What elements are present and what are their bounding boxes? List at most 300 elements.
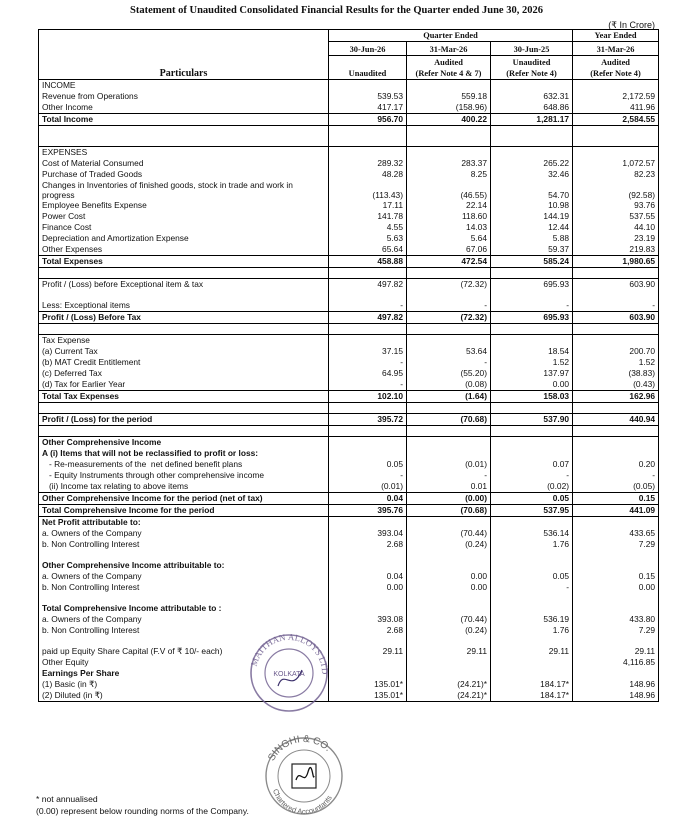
row-value-col1 bbox=[329, 426, 407, 437]
auditor-stamp-name: SINGHI & CO. bbox=[266, 733, 334, 763]
row-label bbox=[39, 126, 329, 137]
row-value-col4: 0.15 bbox=[573, 493, 659, 505]
row-value-col3: 184.17* bbox=[491, 690, 573, 702]
col-status-4: Audited (Refer Note 4) bbox=[573, 56, 659, 80]
row-value-col1: 417.17 bbox=[329, 102, 407, 114]
row-value-col4 bbox=[573, 560, 659, 571]
row-value-col3: 5.88 bbox=[491, 233, 573, 244]
table-row bbox=[39, 646, 659, 657]
row-value-col4 bbox=[573, 80, 659, 92]
row-value-col4: 0.15 bbox=[573, 571, 659, 582]
row-value-col3 bbox=[491, 147, 573, 159]
row-value-col4: 0.20 bbox=[573, 459, 659, 470]
row-value-col2: (72.32) bbox=[407, 279, 491, 291]
row-label: Total Income bbox=[39, 114, 329, 126]
row-value-col4: (92.58) bbox=[573, 190, 659, 200]
row-value-col2: - bbox=[407, 300, 491, 312]
row-value-col4: 7.29 bbox=[573, 539, 659, 550]
row-value-col1 bbox=[329, 550, 407, 560]
table-row bbox=[39, 346, 659, 357]
table-row bbox=[39, 657, 659, 668]
row-value-col3: (0.02) bbox=[491, 481, 573, 493]
col-date-3: 30-Jun-25 bbox=[491, 42, 573, 56]
row-value-col1: 497.82 bbox=[329, 312, 407, 324]
row-value-col3 bbox=[491, 550, 573, 560]
row-value-col2: 559.18 bbox=[407, 91, 491, 102]
row-value-col4 bbox=[573, 324, 659, 335]
row-value-col1: 458.88 bbox=[329, 256, 407, 268]
row-value-col4 bbox=[573, 437, 659, 449]
row-value-col3: 585.24 bbox=[491, 256, 573, 268]
row-value-col2: 22.14 bbox=[407, 200, 491, 211]
row-value-col4: 1,072.57 bbox=[573, 158, 659, 169]
col-date-1: 30-Jun-26 bbox=[329, 42, 407, 56]
table-row bbox=[39, 582, 659, 593]
table-row bbox=[39, 256, 659, 268]
row-value-col3: 137.97 bbox=[491, 368, 573, 379]
row-value-col1: - bbox=[329, 470, 407, 481]
row-value-col4: 433.65 bbox=[573, 528, 659, 539]
table-row bbox=[39, 391, 659, 403]
row-value-col2 bbox=[407, 657, 491, 668]
row-label bbox=[39, 268, 329, 279]
spacer-row bbox=[39, 426, 659, 437]
row-value-col1 bbox=[329, 437, 407, 449]
row-value-col2: 29.11 bbox=[407, 646, 491, 657]
row-value-col3: 18.54 bbox=[491, 346, 573, 357]
row-value-col1: 5.63 bbox=[329, 233, 407, 244]
row-value-col1 bbox=[329, 180, 407, 190]
row-label: Purchase of Traded Goods bbox=[39, 169, 329, 180]
row-value-col2 bbox=[407, 668, 491, 679]
row-label: Total Comprehensive Income attributable to : bbox=[39, 603, 329, 614]
table-row bbox=[39, 211, 659, 222]
row-label: Profit / (Loss) before Exceptional item & tax bbox=[39, 279, 329, 291]
row-label: a. Owners of the Company bbox=[39, 571, 329, 582]
seal-center-text: KOLKATA bbox=[273, 671, 305, 678]
row-value-col4 bbox=[573, 550, 659, 560]
row-value-col4: (0.05) bbox=[573, 481, 659, 493]
row-label: Other Expenses bbox=[39, 244, 329, 256]
row-value-col1: 395.76 bbox=[329, 505, 407, 517]
row-value-col3 bbox=[491, 593, 573, 603]
row-label: Less: Exceptional items bbox=[39, 300, 329, 312]
row-value-col2: 283.37 bbox=[407, 158, 491, 169]
row-value-col3 bbox=[491, 403, 573, 414]
currency-unit-note: (₹ In Crore) bbox=[608, 20, 655, 30]
row-value-col4: 433.80 bbox=[573, 614, 659, 625]
row-value-col2 bbox=[407, 636, 491, 646]
table-row bbox=[39, 560, 659, 571]
table-row bbox=[39, 539, 659, 550]
table-row bbox=[39, 244, 659, 256]
row-value-col1 bbox=[329, 517, 407, 529]
table-row bbox=[39, 470, 659, 481]
row-value-col1: (113.43) bbox=[329, 190, 407, 200]
row-label: Total Expenses bbox=[39, 256, 329, 268]
row-value-col3: 695.93 bbox=[491, 279, 573, 291]
row-value-col1: 135.01* bbox=[329, 679, 407, 690]
svg-text:MAITHAN ALLOYS LTD. bbox=[248, 632, 330, 675]
table-row bbox=[39, 91, 659, 102]
table-row bbox=[39, 80, 659, 92]
row-value-col3 bbox=[491, 324, 573, 335]
row-label: Profit / (Loss) for the period bbox=[39, 414, 329, 426]
row-value-col4: - bbox=[573, 470, 659, 481]
footnote-rounding: (0.00) represent below rounding norms of the Company. bbox=[36, 806, 249, 816]
row-label: A (i) Items that will not be reclassified to profit or loss: bbox=[39, 448, 329, 459]
table-row bbox=[39, 603, 659, 614]
spacer-row bbox=[39, 593, 659, 603]
spacer-row bbox=[39, 550, 659, 560]
row-value-col4: 537.55 bbox=[573, 211, 659, 222]
row-value-col1: - bbox=[329, 300, 407, 312]
col-note-2: (Refer Note 4 & 7) bbox=[415, 69, 482, 78]
row-value-col3: 648.86 bbox=[491, 102, 573, 114]
row-value-col1 bbox=[329, 136, 407, 147]
row-value-col3: 695.93 bbox=[491, 312, 573, 324]
row-value-col1: 29.11 bbox=[329, 646, 407, 657]
table-row bbox=[39, 625, 659, 636]
row-value-col1: 17.11 bbox=[329, 200, 407, 211]
row-label: Depreciation and Amortization Expense bbox=[39, 233, 329, 244]
table-row bbox=[39, 169, 659, 180]
row-value-col4: 603.90 bbox=[573, 279, 659, 291]
row-label: EXPENSES bbox=[39, 147, 329, 159]
row-value-col3 bbox=[491, 437, 573, 449]
row-value-col2: 14.03 bbox=[407, 222, 491, 233]
row-label bbox=[39, 426, 329, 437]
row-label: Cost of Material Consumed bbox=[39, 158, 329, 169]
row-value-col2: 118.60 bbox=[407, 211, 491, 222]
row-value-col2 bbox=[407, 403, 491, 414]
row-value-col1 bbox=[329, 448, 407, 459]
row-value-col1: 65.64 bbox=[329, 244, 407, 256]
row-value-col2: 53.64 bbox=[407, 346, 491, 357]
row-value-col2: (0.01) bbox=[407, 459, 491, 470]
row-value-col2 bbox=[407, 80, 491, 92]
table-row bbox=[39, 668, 659, 679]
table-row bbox=[39, 102, 659, 114]
row-value-col2: 5.64 bbox=[407, 233, 491, 244]
row-value-col2: (55.20) bbox=[407, 368, 491, 379]
row-value-col1: 0.00 bbox=[329, 582, 407, 593]
year-ended-header: Year Ended bbox=[573, 30, 659, 42]
row-value-col3 bbox=[491, 603, 573, 614]
table-row bbox=[39, 357, 659, 368]
table-row bbox=[39, 690, 659, 702]
row-value-col4: - bbox=[573, 300, 659, 312]
row-value-col3: 158.03 bbox=[491, 391, 573, 403]
row-label: (a) Current Tax bbox=[39, 346, 329, 357]
row-value-col4 bbox=[573, 403, 659, 414]
row-label: (ii) Income tax relating to above items bbox=[39, 481, 329, 493]
row-label: - Equity Instruments through other comprehensive income bbox=[39, 470, 329, 481]
row-label: Other Comprehensive Income for the period (net of tax) bbox=[39, 493, 329, 505]
row-value-col4 bbox=[573, 426, 659, 437]
row-value-col4: 440.94 bbox=[573, 414, 659, 426]
row-value-col3: 184.17* bbox=[491, 679, 573, 690]
row-value-col4: 82.23 bbox=[573, 169, 659, 180]
row-value-col4: (38.83) bbox=[573, 368, 659, 379]
row-value-col4: 4,116.85 bbox=[573, 657, 659, 668]
row-value-col3: 0.07 bbox=[491, 459, 573, 470]
row-value-col3 bbox=[491, 426, 573, 437]
row-value-col3: 537.90 bbox=[491, 414, 573, 426]
row-value-col1: 956.70 bbox=[329, 114, 407, 126]
row-value-col1: - bbox=[329, 357, 407, 368]
row-value-col2: (0.00) bbox=[407, 493, 491, 505]
row-value-col1 bbox=[329, 593, 407, 603]
auditor-stamp-sub: Chartered Accountants bbox=[271, 787, 334, 816]
row-value-col3: - bbox=[491, 470, 573, 481]
row-value-col1: 141.78 bbox=[329, 211, 407, 222]
row-value-col1 bbox=[329, 603, 407, 614]
table-row bbox=[39, 312, 659, 324]
table-row bbox=[39, 147, 659, 159]
spacer-row bbox=[39, 403, 659, 414]
row-value-col3: 265.22 bbox=[491, 158, 573, 169]
table-row bbox=[39, 679, 659, 690]
row-value-col3: 29.11 bbox=[491, 646, 573, 657]
row-value-col4: 1,980.65 bbox=[573, 256, 659, 268]
row-value-col4 bbox=[573, 268, 659, 279]
col-date-2: 31-Mar-26 bbox=[407, 42, 491, 56]
row-label: Employee Benefits Expense bbox=[39, 200, 329, 211]
row-value-col2: (46.55) bbox=[407, 190, 491, 200]
row-label: b. Non Controlling Interest bbox=[39, 625, 329, 636]
table-row bbox=[39, 448, 659, 459]
spacer-row bbox=[39, 324, 659, 335]
row-value-col3: 0.05 bbox=[491, 571, 573, 582]
company-seal-stamp bbox=[248, 632, 330, 714]
row-value-col4 bbox=[573, 290, 659, 300]
row-value-col4 bbox=[573, 147, 659, 159]
row-value-col4: 603.90 bbox=[573, 312, 659, 324]
row-value-col1 bbox=[329, 147, 407, 159]
row-value-col4: 44.10 bbox=[573, 222, 659, 233]
row-value-col4 bbox=[573, 448, 659, 459]
seal-ring-text: MAITHAN ALLOYS LTD bbox=[248, 632, 330, 675]
row-value-col1 bbox=[329, 324, 407, 335]
table-row bbox=[39, 437, 659, 449]
row-value-col1 bbox=[329, 403, 407, 414]
table-row bbox=[39, 368, 659, 379]
row-value-col1 bbox=[329, 560, 407, 571]
row-value-col2: (24.21)* bbox=[407, 690, 491, 702]
row-value-col2 bbox=[407, 437, 491, 449]
row-value-col1: 64.95 bbox=[329, 368, 407, 379]
row-value-col4 bbox=[573, 668, 659, 679]
table-row bbox=[39, 414, 659, 426]
row-value-col1: 539.53 bbox=[329, 91, 407, 102]
col-status-2: Audited (Refer Note 4 & 7) bbox=[407, 56, 491, 80]
financial-results-table bbox=[38, 29, 659, 702]
table-row bbox=[39, 190, 659, 200]
row-value-col2: (70.68) bbox=[407, 505, 491, 517]
row-label bbox=[39, 593, 329, 603]
row-value-col3: 536.14 bbox=[491, 528, 573, 539]
table-row bbox=[39, 517, 659, 529]
row-value-col4: 1.52 bbox=[573, 357, 659, 368]
row-label: Earnings Per Share bbox=[39, 668, 329, 679]
row-label: Other Equity bbox=[39, 657, 329, 668]
row-value-col1: 393.08 bbox=[329, 614, 407, 625]
row-value-col1: 497.82 bbox=[329, 279, 407, 291]
row-value-col3: 10.98 bbox=[491, 200, 573, 211]
row-value-col2: (70.44) bbox=[407, 614, 491, 625]
row-value-col3 bbox=[491, 268, 573, 279]
row-value-col4: 148.96 bbox=[573, 690, 659, 702]
row-value-col1 bbox=[329, 657, 407, 668]
row-value-col3: 12.44 bbox=[491, 222, 573, 233]
row-value-col1: 0.04 bbox=[329, 571, 407, 582]
row-value-col1: - bbox=[329, 379, 407, 391]
row-label: Other Income bbox=[39, 102, 329, 114]
row-value-col2 bbox=[407, 180, 491, 190]
row-value-col1: 102.10 bbox=[329, 391, 407, 403]
row-value-col3 bbox=[491, 126, 573, 137]
table-row bbox=[39, 158, 659, 169]
row-value-col2: 0.00 bbox=[407, 582, 491, 593]
row-value-col2: - bbox=[407, 357, 491, 368]
row-label: Finance Cost bbox=[39, 222, 329, 233]
row-value-col4: 148.96 bbox=[573, 679, 659, 690]
row-value-col1: 0.04 bbox=[329, 493, 407, 505]
row-value-col2: (0.24) bbox=[407, 625, 491, 636]
row-value-col1 bbox=[329, 126, 407, 137]
row-value-col4: 2,172.59 bbox=[573, 91, 659, 102]
row-value-col3 bbox=[491, 448, 573, 459]
row-value-col2 bbox=[407, 426, 491, 437]
col-status-3: Unaudited (Refer Note 4) bbox=[491, 56, 573, 80]
row-value-col2 bbox=[407, 126, 491, 137]
table-row bbox=[39, 200, 659, 211]
row-value-col3: - bbox=[491, 582, 573, 593]
table-row bbox=[39, 279, 659, 291]
row-value-col1: 48.28 bbox=[329, 169, 407, 180]
table-row bbox=[39, 114, 659, 126]
row-value-col4: 23.19 bbox=[573, 233, 659, 244]
table-row bbox=[39, 379, 659, 391]
row-value-col3 bbox=[491, 80, 573, 92]
row-value-col4 bbox=[573, 593, 659, 603]
row-value-col2: (0.24) bbox=[407, 539, 491, 550]
row-value-col3: 54.70 bbox=[491, 190, 573, 200]
row-value-col4: 200.70 bbox=[573, 346, 659, 357]
row-value-col1: 2.68 bbox=[329, 625, 407, 636]
row-label: Power Cost bbox=[39, 211, 329, 222]
spacer-row bbox=[39, 126, 659, 137]
row-value-col1: 37.15 bbox=[329, 346, 407, 357]
row-value-col1 bbox=[329, 268, 407, 279]
row-value-col1: 4.55 bbox=[329, 222, 407, 233]
row-value-col3: - bbox=[491, 300, 573, 312]
table-row bbox=[39, 335, 659, 347]
row-value-col3: 632.31 bbox=[491, 91, 573, 102]
particulars-header: Particulars bbox=[39, 30, 329, 80]
row-value-col2: (24.21)* bbox=[407, 679, 491, 690]
row-label: Tax Expense bbox=[39, 335, 329, 347]
row-value-col4: 2,584.55 bbox=[573, 114, 659, 126]
table-row bbox=[39, 528, 659, 539]
row-value-col1: 135.01* bbox=[329, 690, 407, 702]
quarter-ended-header: Quarter Ended bbox=[329, 30, 573, 42]
row-value-col3: 32.46 bbox=[491, 169, 573, 180]
row-value-col1 bbox=[329, 290, 407, 300]
col-note-4: (Refer Note 4) bbox=[590, 69, 641, 78]
row-value-col4: 93.76 bbox=[573, 200, 659, 211]
row-label bbox=[39, 550, 329, 560]
row-label: Profit / (Loss) Before Tax bbox=[39, 312, 329, 324]
row-label: Other Comprehensive Income attribuitable to: bbox=[39, 560, 329, 571]
row-value-col3: 1,281.17 bbox=[491, 114, 573, 126]
row-value-col2 bbox=[407, 290, 491, 300]
table-row bbox=[39, 571, 659, 582]
table-row bbox=[39, 481, 659, 493]
row-label bbox=[39, 136, 329, 147]
row-value-col4: 7.29 bbox=[573, 625, 659, 636]
row-value-col1 bbox=[329, 668, 407, 679]
row-value-col2: (0.08) bbox=[407, 379, 491, 391]
auditor-stamp bbox=[256, 730, 352, 816]
row-value-col3 bbox=[491, 180, 573, 190]
row-value-col1 bbox=[329, 335, 407, 347]
statement-title: Statement of Unaudited Consolidated Financial Results for the Quarter ended June 30, 2026 bbox=[130, 5, 543, 16]
row-value-col2: 8.25 bbox=[407, 169, 491, 180]
row-value-col2 bbox=[407, 324, 491, 335]
row-label: INCOME bbox=[39, 80, 329, 92]
row-value-col2 bbox=[407, 550, 491, 560]
row-value-col3: 59.37 bbox=[491, 244, 573, 256]
row-value-col3: 1.52 bbox=[491, 357, 573, 368]
row-value-col2 bbox=[407, 335, 491, 347]
row-value-col2: 400.22 bbox=[407, 114, 491, 126]
row-value-col3 bbox=[491, 668, 573, 679]
row-label: (1) Basic (in ₹) bbox=[39, 679, 329, 690]
table-row bbox=[39, 180, 659, 190]
row-value-col3: 0.00 bbox=[491, 379, 573, 391]
row-value-col1: (0.01) bbox=[329, 481, 407, 493]
row-label: Revenue from Operations bbox=[39, 91, 329, 102]
row-value-col2: (158.96) bbox=[407, 102, 491, 114]
row-label: (2) Diluted (in ₹) bbox=[39, 690, 329, 702]
row-value-col2: (72.32) bbox=[407, 312, 491, 324]
col-date-4: 31-Mar-26 bbox=[573, 42, 659, 56]
row-value-col3 bbox=[491, 335, 573, 347]
row-label bbox=[39, 403, 329, 414]
row-value-col3 bbox=[491, 290, 573, 300]
row-label: Net Profit attributable to: bbox=[39, 517, 329, 529]
table-row bbox=[39, 505, 659, 517]
row-label: Other Comprehensive Income bbox=[39, 437, 329, 449]
row-value-col2 bbox=[407, 517, 491, 529]
row-value-col3: 537.95 bbox=[491, 505, 573, 517]
col-status-1: Unaudited bbox=[329, 56, 407, 80]
row-value-col4: 411.96 bbox=[573, 102, 659, 114]
row-value-col1: 2.68 bbox=[329, 539, 407, 550]
spacer-row bbox=[39, 268, 659, 279]
row-value-col4: 441.09 bbox=[573, 505, 659, 517]
row-value-col4 bbox=[573, 636, 659, 646]
row-value-col3: 1.76 bbox=[491, 625, 573, 636]
row-label: Changes in Inventories of finished goods, stock in trade and work in bbox=[39, 180, 329, 190]
row-label: paid up Equity Share Capital (F.V of ₹ 10/- each) bbox=[39, 646, 329, 657]
row-value-col3: 536.19 bbox=[491, 614, 573, 625]
row-label: (c) Deferred Tax bbox=[39, 368, 329, 379]
table-row bbox=[39, 459, 659, 470]
table-row bbox=[39, 493, 659, 505]
